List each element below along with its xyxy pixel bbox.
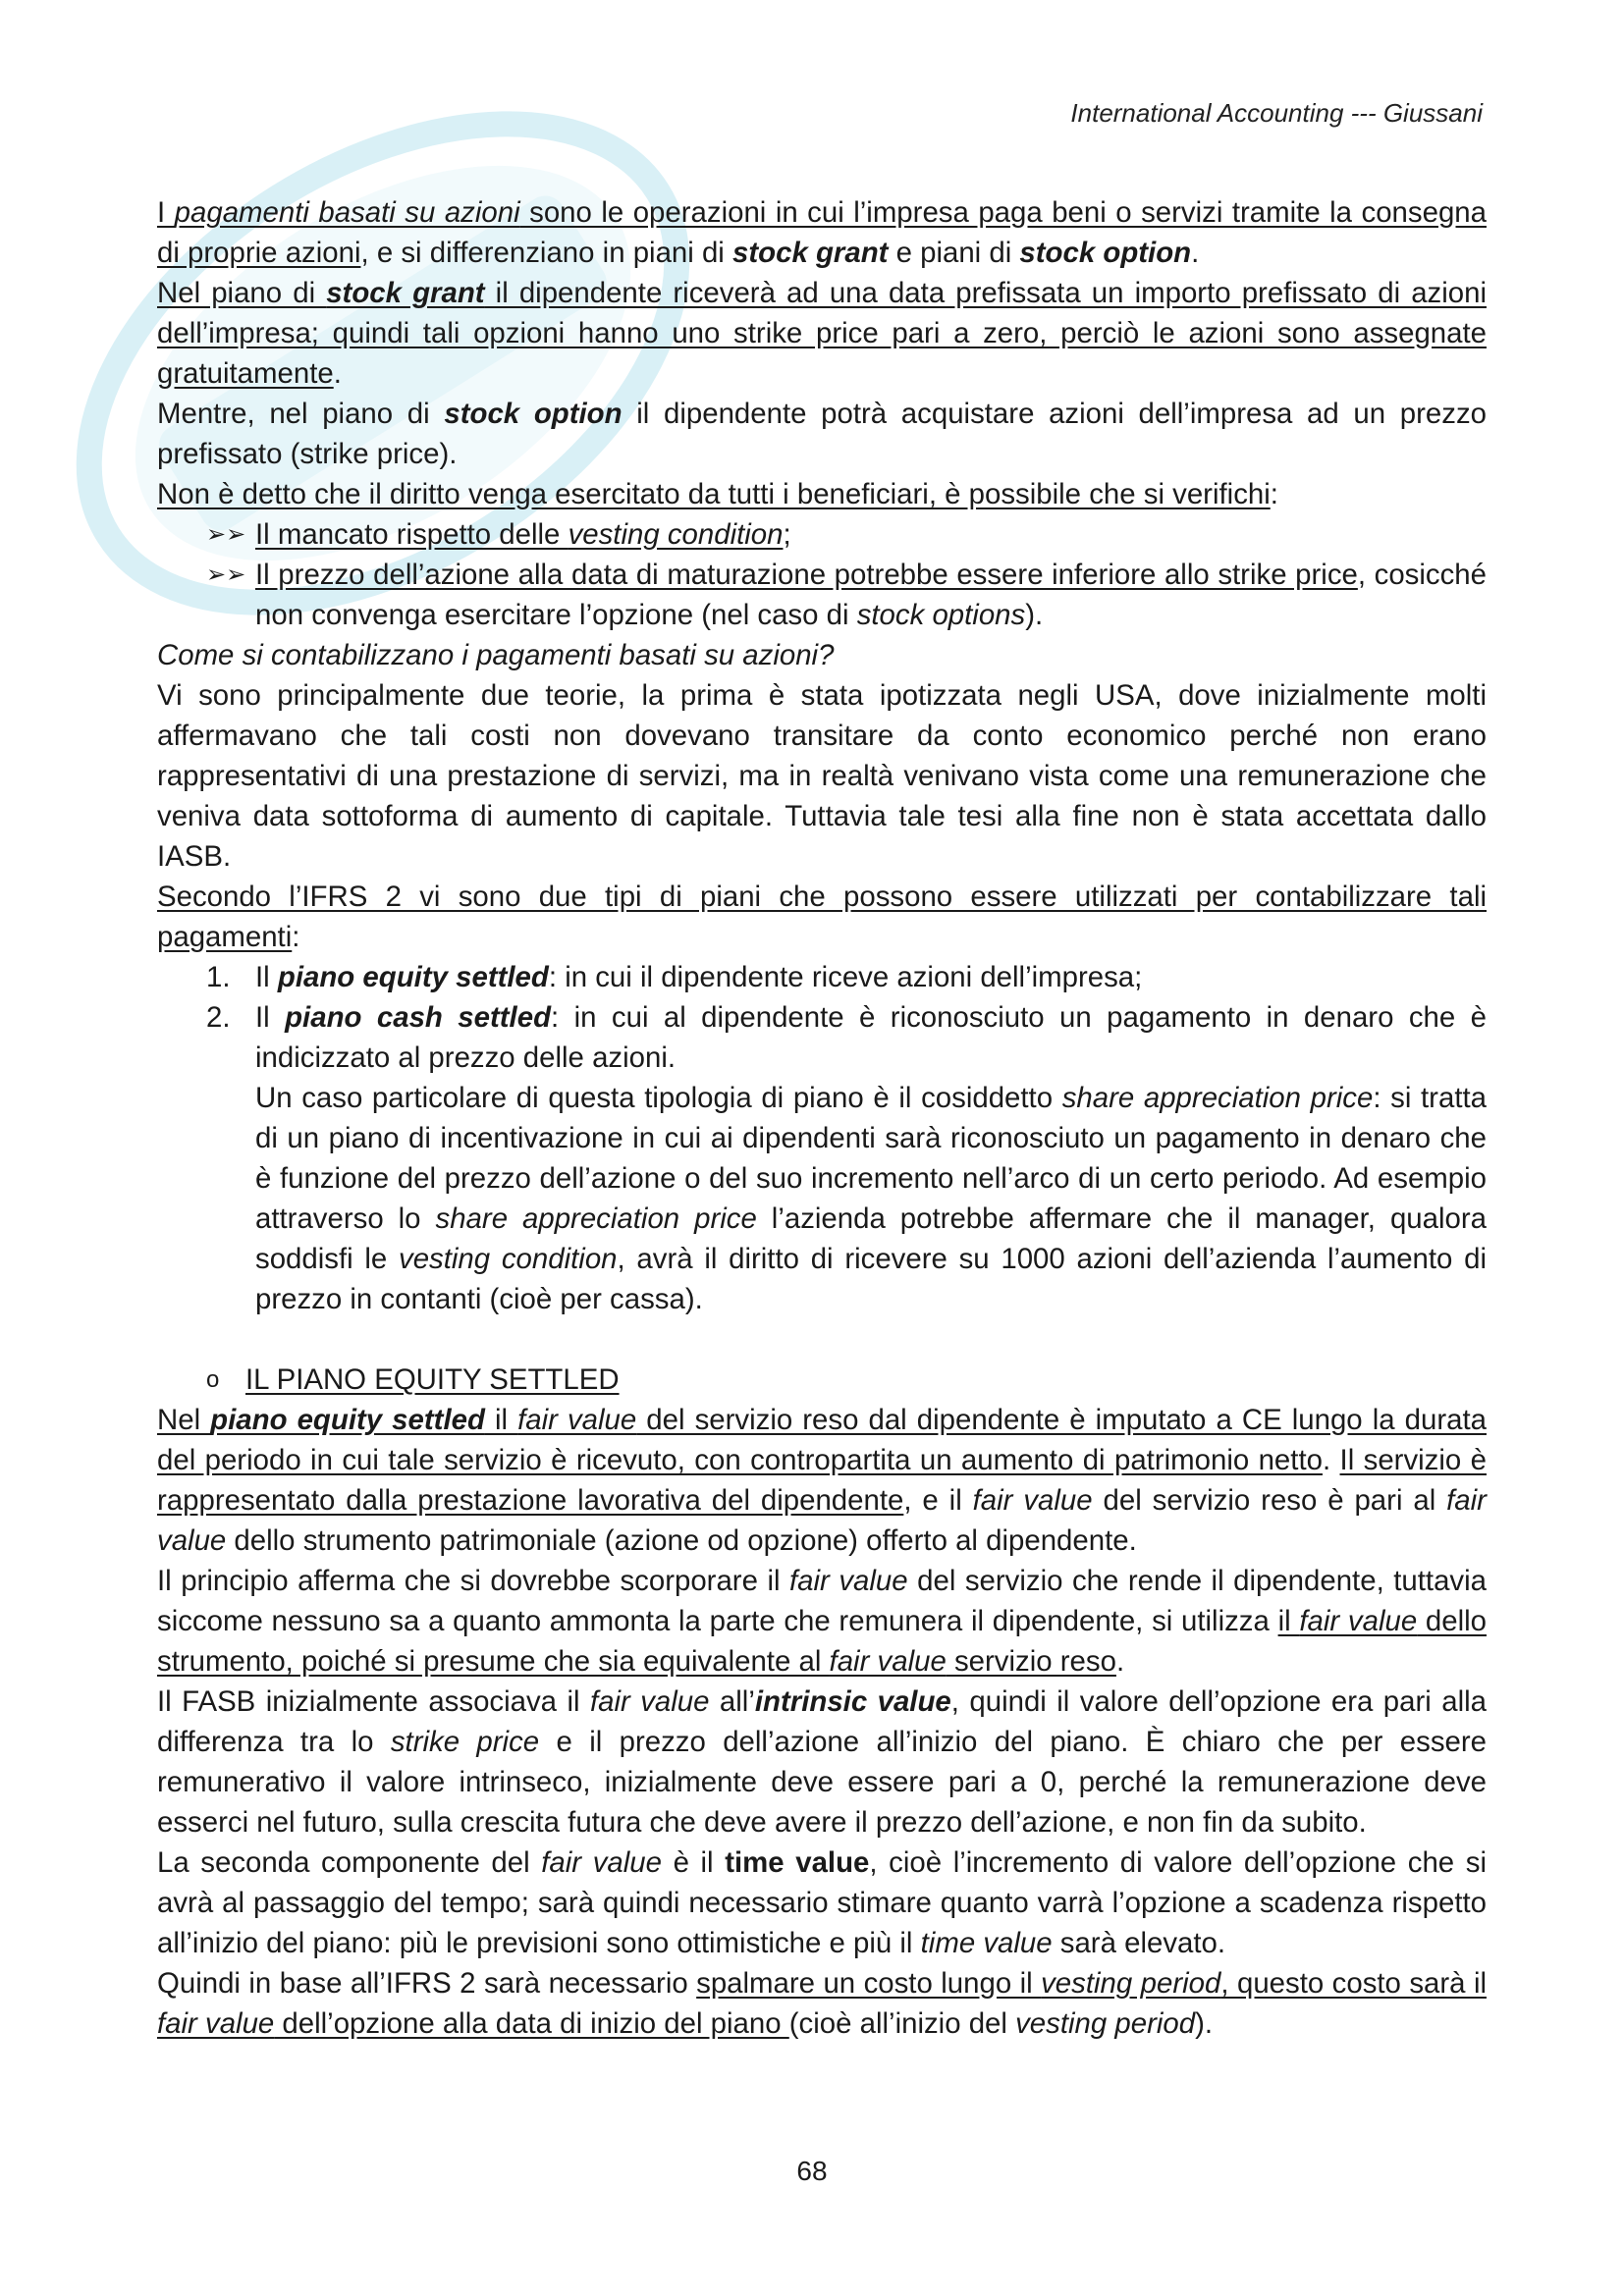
plans-list	[157, 957, 1487, 1319]
intro-paragraph-2: Nel piano di stock grant il dipendente riceverà ad una data prefissata un importo prefissato di azioni dell’impresa; quindi tali opzioni hanno uno strike price pari a zero, perciò le azioni sono assegnate gratuitamente.	[157, 277, 1487, 390]
arrow-bullet-icon: ➢➢	[206, 561, 246, 588]
equity-paragraph-5: Quindi in base all’IFRS 2 sarà necessario spalmare un costo lungo il vesting period, questo costo sarà il fair value dell’opzione alla data di inizio del piano (cioè all’inizio del vesting period).	[157, 1967, 1487, 2040]
intro-paragraph-4: Non è detto che il diritto venga esercitato da tutti i beneficiari, è possibile che si verifichi:	[157, 478, 1278, 510]
question-line: Come si contabilizzano i pagamenti basati su azioni?	[157, 639, 835, 671]
equity-paragraph-2: Il principio afferma che si dovrebbe scorporare il fair value del servizio che rende il dipendente, tuttavia siccome nessuno sa a quanto ammonta la parte che remunera il dipendente, si utilizza il fair value dello strumento, poiché si presume che sia equivalente al fair value servizio reso.	[157, 1565, 1488, 1678]
arrow-bullet-icon: ➢➢	[206, 521, 246, 548]
ifrs-paragraph: Secondo l’IFRS 2 vi sono due tipi di piani che possono essere utilizzati per contabilizzare tali pagamenti:	[157, 881, 1487, 953]
list-item: ➢➢ Il mancato rispetto delle vesting condition;	[157, 514, 1487, 555]
section-heading: o IL PIANO EQUITY SETTLED	[157, 1360, 1487, 1400]
arrow-list	[157, 514, 1487, 635]
equity-paragraph-4: La seconda componente del fair value è il time value, cioè l’incremento di valore dell’opzione che si avrà al passaggio del tempo; sarà quindi necessario stimare quanto varrà l’opzione a scadenza rispetto all’inizio del piano: più le previsioni sono ottimistiche e più il time value sarà elevato.	[157, 1846, 1487, 1959]
running-header: International Accounting --- Giussani	[1070, 98, 1483, 128]
list-item: ➢➢ Il prezzo dell’azione alla data di maturazione potrebbe essere inferiore allo strike price, cosicché non convenga esercitare l’opzione (nel caso di stock options).	[157, 555, 1487, 635]
equity-paragraph-3: Il FASB inizialmente associava il fair value all’intrinsic value, quindi il valore dell’opzione era pari alla differenza tra lo strike price e il prezzo dell’azione all’inizio del piano. È chiaro che per essere remunerativo il valore intrinseco, inizialmente deve essere pari a 0, perché la remunerazione deve esserci nel futuro, sulla crescita futura che deve avere il prezzo dell’azione, e non fin da subito.	[157, 1685, 1488, 1839]
equity-paragraph-1: Nel piano equity settled il fair value del servizio reso dal dipendente è imputato a CE lungo la durata del periodo in cui tale servizio è ricevuto, con contropartita un aumento di patrimonio netto. Il servizio è rappresentato dalla prestazione lavorativa del dipendente, e il fair value del servizio reso è pari al fair value dello strumento patrimoniale (azione od opzione) offerto al dipendente.	[157, 1404, 1487, 1557]
intro-paragraph-1: I pagamenti basati su azioni sono le operazioni in cui l’impresa paga beni o servizi tramite la consegna di proprie azioni, e si differenziano in piani di stock grant e piani di stock option.	[157, 196, 1487, 269]
circle-bullet-icon: o	[206, 1366, 220, 1393]
list-item: 2. Il piano cash settled: in cui al dipendente è riconosciuto un pagamento in denaro che è indicizzato al prezzo delle azioni.	[206, 1001, 1487, 1074]
page-number: 68	[796, 2156, 828, 2186]
list-item: 1. Il piano equity settled: in cui il dipendente riceve azioni dell’impresa;	[206, 961, 1143, 993]
plans-subparagraph: Un caso particolare di questa tipologia di piano è il cosiddetto share appreciation price: si tratta di un piano di incentivazione in cui ai dipendenti sarà riconosciuto un pagamento in denaro che è funzione del prezzo dell’azione o del suo incremento nell’arco di un certo periodo. Ad esempio attraverso lo share appreciation price l’azienda potrebbe affermare che il manager, qualora soddisfi le vesting condition, avrà il diritto di ricevere su 1000 azioni dell’azienda l’aumento di prezzo in contanti (cioè per cassa).	[255, 1082, 1488, 1315]
intro-paragraph-3: Mentre, nel piano di stock option il dipendente potrà acquistare azioni dell’impresa ad un prezzo prefissato (strike price).	[157, 398, 1487, 470]
page-content	[157, 192, 1487, 2044]
theory-paragraph: Vi sono principalmente due teorie, la prima è stata ipotizzata negli USA, dove inizialmente molti affermavano che tali costi non dovevano transitare da conto economico perché non erano rappresentativi di una prestazione di servizi, ma in realtà venivano vista come una remunerazione che veniva data sottoforma di aumento di capitale. Tuttavia tale tesi alla fine non è stata accettata dallo IASB.	[157, 679, 1487, 873]
